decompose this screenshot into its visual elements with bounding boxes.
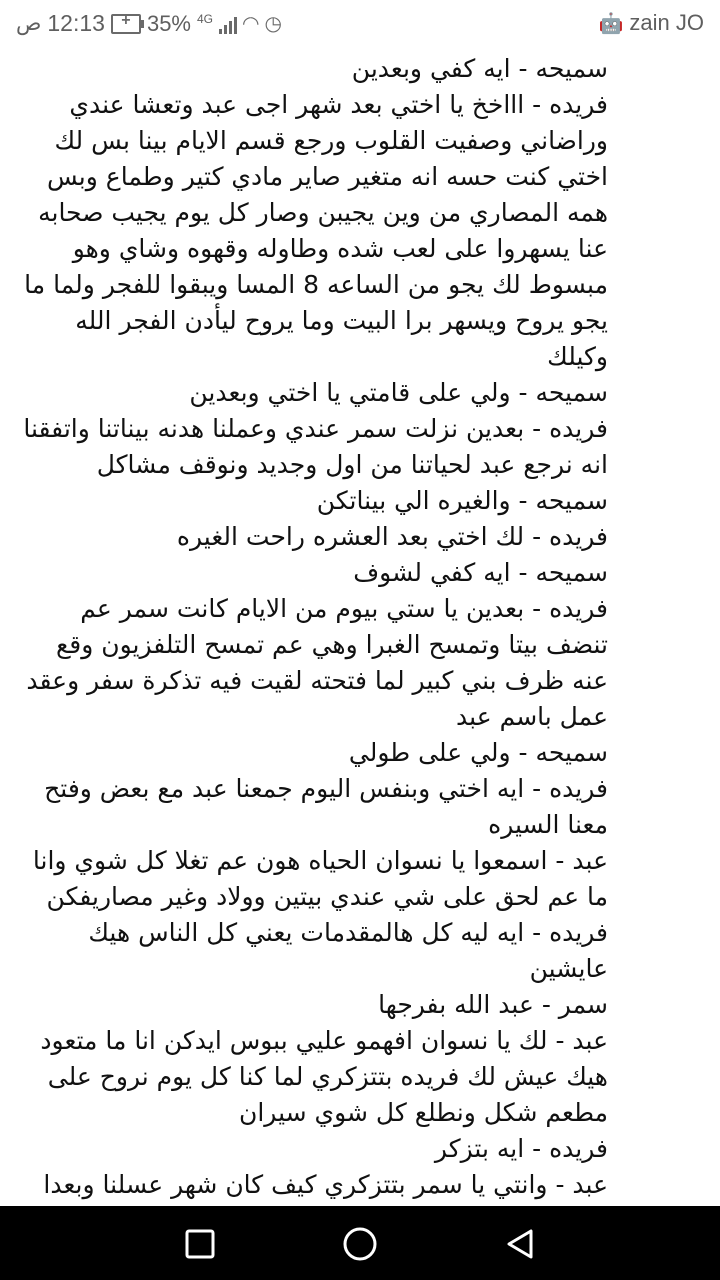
back-button[interactable] bbox=[500, 1224, 540, 1264]
chat-line: عبد - وانتي يا سمر بتتزكري كيف كان شهر عسلنا وبعدا bbox=[43, 1170, 608, 1199]
chat-line: فريده - بعدين يا ستي بيوم من الايام كانت سمر عم تنضف بيتا وتمسح الغبرا وهي عم تمسح التلفزيون وقع عنه ظرف بني كبير لما فتحته لقيت فيه تذكرة سفر وعقد عمل باسم عبد bbox=[26, 594, 608, 731]
home-button[interactable] bbox=[340, 1224, 380, 1264]
recents-icon bbox=[180, 1224, 220, 1264]
chat-line: سميحه - ايه كفي وبعدين bbox=[351, 54, 608, 83]
chat-line: فريده - بعدين نزلت سمر عندي وعملنا هدنه بيناتنا واتفقنا انه نرجع عبد لحياتنا من اول وجديد ونوقف مشاكل bbox=[23, 414, 608, 479]
recents-button[interactable] bbox=[180, 1224, 220, 1264]
back-icon bbox=[500, 1224, 540, 1264]
network-type: 4G bbox=[197, 11, 214, 26]
wifi-icon: ◜◝ bbox=[243, 13, 259, 35]
battery-icon: + bbox=[111, 14, 141, 34]
chat-line: فريده - لك اختي بعد العشره راحت الغيره bbox=[176, 522, 608, 551]
home-icon bbox=[340, 1224, 380, 1264]
battery-percentage: 35% bbox=[146, 10, 191, 36]
carrier-name: zain JO bbox=[629, 10, 704, 35]
chat-line: سمر - عبد الله بفرجها bbox=[378, 990, 608, 1019]
chat-line: سميحه - ايه كفي لشوف bbox=[353, 558, 608, 587]
status-ampm: ص bbox=[16, 12, 42, 35]
chat-line: فريده - ايه ليه كل هالمقدمات يعني كل الناس هيك عايشين bbox=[88, 918, 608, 983]
signal-icon bbox=[219, 14, 237, 34]
chat-content[interactable] bbox=[0, 48, 720, 1206]
status-left bbox=[16, 10, 282, 37]
chat-line: فريده - اااخخ يا اختي بعد شهر اجى عبد وتعشا عندي وراضاني وصفيت القلوب ورجع قسم الايام بينا بس لك اختي كنت حسه انه متغير صاير مادي كتير وطماع وبس همه المصاري من وين يجيبن وصار كل يوم يجيب صحابه عنا يسهروا على لعب شده وطاوله وقهوه وشاي وهو مبسوط لك يجو من الساعه 8 المسا ويبقوا للفجر ولما ما يجو يروح ويسهر برا البيت وما يروح ليأدن الفجر الله وكيلك bbox=[24, 90, 608, 371]
android-icon: 🤖 bbox=[598, 12, 624, 35]
chat-line: عبد - اسمعوا يا نسوان الحياه هون عم تغلا كل شوي وانا ما عم لحق على شي عندي بيتين وولاد وغير مصاريفكن bbox=[32, 846, 608, 911]
chat-line: عبد - لك يا نسوان افهمو عليي ببوس ايدكن انا ما متعود هيك عيش لك فريده بتتزكري لما كنا كل يوم نروح على مطعم شكل ونطلع كل شوي سيران bbox=[40, 1026, 608, 1127]
status-time: 12:13 bbox=[47, 10, 105, 36]
status-bar bbox=[0, 0, 720, 48]
alarm-icon: ◷ bbox=[264, 13, 282, 35]
chat-line: سميحه - ولي على طولي bbox=[348, 738, 608, 767]
chat-line: فريده - ايه بتزكر bbox=[434, 1134, 608, 1163]
chat-line: سميحه - ولي على قامتي يا اختي وبعدين bbox=[189, 378, 608, 407]
chat-line: سميحه - والغيره الي بيناتكن bbox=[316, 486, 608, 515]
chat-line: فريده - ايه اختي وبنفس اليوم جمعنا عبد مع بعض وفتح معنا السيره bbox=[44, 774, 608, 839]
navigation-bar bbox=[0, 1206, 720, 1280]
status-right bbox=[599, 10, 705, 36]
